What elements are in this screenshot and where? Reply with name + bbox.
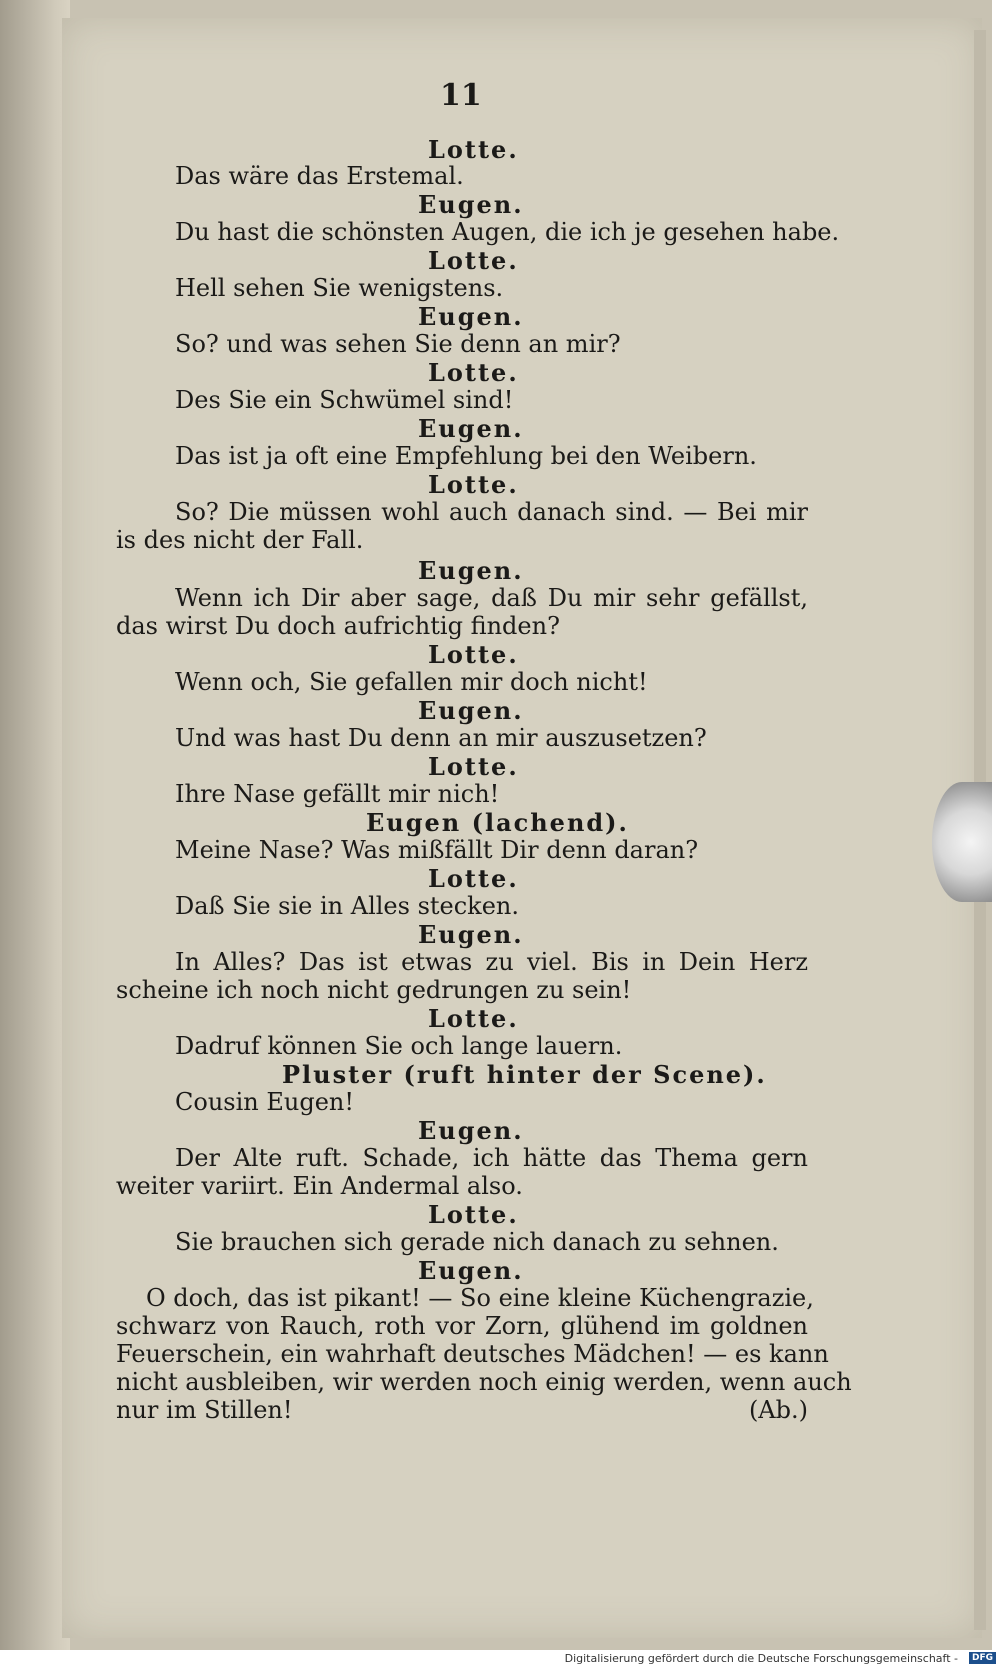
dialogue-line: Wenn ich Dir aber sage, daß Du mir sehr gefällst, xyxy=(175,584,808,612)
footer-text: Digitalisierung gefördert durch die Deutsche Forschungsgemeinschaft - xyxy=(564,1652,958,1665)
dialogue-line: Meine Nase? Was mißfällt Dir denn daran? xyxy=(175,836,699,864)
dialogue-line: Cousin Eugen! xyxy=(175,1088,354,1116)
dialogue-line: nicht ausbleiben, wir werden noch einig werden, wenn auch xyxy=(116,1368,852,1396)
dialogue-line: Des Sie ein Schwümel sind! xyxy=(175,386,514,414)
dialogue-line: das wirst Du doch aufrichtig finden? xyxy=(116,612,560,640)
speaker-label: Lotte. xyxy=(428,752,519,781)
stage-direction: (Ab.) xyxy=(748,1396,808,1424)
dialogue-line: weiter variirt. Ein Andermal also. xyxy=(116,1172,523,1200)
dialogue-line: Sie brauchen sich gerade nich danach zu sehnen. xyxy=(175,1228,779,1256)
dialogue-line: Dadruf können Sie och lange lauern. xyxy=(175,1032,623,1060)
dialogue-line: In Alles? Das ist etwas zu viel. Bis in Dein Herz xyxy=(175,948,808,976)
dialogue-line: Und was hast Du denn an mir auszusetzen? xyxy=(175,724,707,752)
speaker-label: Pluster (ruft hinter der Scene). xyxy=(282,1060,767,1089)
dialogue-line: Wenn och, Sie gefallen mir doch nicht! xyxy=(175,668,648,696)
page-number: 11 xyxy=(440,78,482,113)
dialogue-line: Das wäre das Erstemal. xyxy=(175,162,464,190)
dfg-logo: DFG xyxy=(969,1652,996,1664)
dialogue-line: So? Die müssen wohl auch danach sind. — Bei mir xyxy=(175,498,808,526)
speaker-label: Lotte. xyxy=(428,135,519,164)
dialogue-line: Das ist ja oft eine Empfehlung bei den Weibern. xyxy=(175,442,757,470)
speaker-label: Eugen. xyxy=(418,1256,524,1285)
speaker-label: Eugen. xyxy=(418,302,524,331)
speaker-label: Eugen. xyxy=(418,696,524,725)
dialogue-line: So? und was sehen Sie denn an mir? xyxy=(175,330,621,358)
speaker-label: Eugen. xyxy=(418,920,524,949)
digitization-footer xyxy=(0,1650,1000,1668)
speaker-label: Eugen (lachend). xyxy=(366,808,629,837)
speaker-label: Lotte. xyxy=(428,246,519,275)
dialogue-line: nur im Stillen! xyxy=(116,1396,293,1424)
dialogue-line: Ihre Nase gefällt mir nich! xyxy=(175,780,500,808)
speaker-label: Lotte. xyxy=(428,864,519,893)
speaker-label: Eugen. xyxy=(418,556,524,585)
speaker-label: Lotte. xyxy=(428,640,519,669)
dialogue-line: O doch, das ist pikant! — So eine kleine Küchengrazie, xyxy=(146,1284,814,1312)
dialogue-line: scheine ich noch nicht gedrungen zu sein! xyxy=(116,976,632,1004)
speaker-label: Eugen. xyxy=(418,414,524,443)
dialogue-line: Du hast die schönsten Augen, die ich je gesehen habe. xyxy=(175,218,840,246)
dialogue-line: Der Alte ruft. Schade, ich hätte das Thema gern xyxy=(175,1144,808,1172)
speaker-label: Lotte. xyxy=(428,1200,519,1229)
dialogue-line: is des nicht der Fall. xyxy=(116,526,364,554)
speaker-label: Lotte. xyxy=(428,470,519,499)
dialogue-line: Feuerschein, ein wahrhaft deutsches Mädchen! — es kann xyxy=(116,1340,829,1368)
dialogue-line: Hell sehen Sie wenigstens. xyxy=(175,274,504,302)
speaker-label: Lotte. xyxy=(428,358,519,387)
dialogue-line: schwarz von Rauch, roth vor Zorn, glühend im goldnen xyxy=(116,1312,808,1340)
dialogue-line: Daß Sie sie in Alles stecken. xyxy=(175,892,520,920)
speaker-label: Eugen. xyxy=(418,190,524,219)
speaker-label: Eugen. xyxy=(418,1116,524,1145)
speaker-label: Lotte. xyxy=(428,1004,519,1033)
